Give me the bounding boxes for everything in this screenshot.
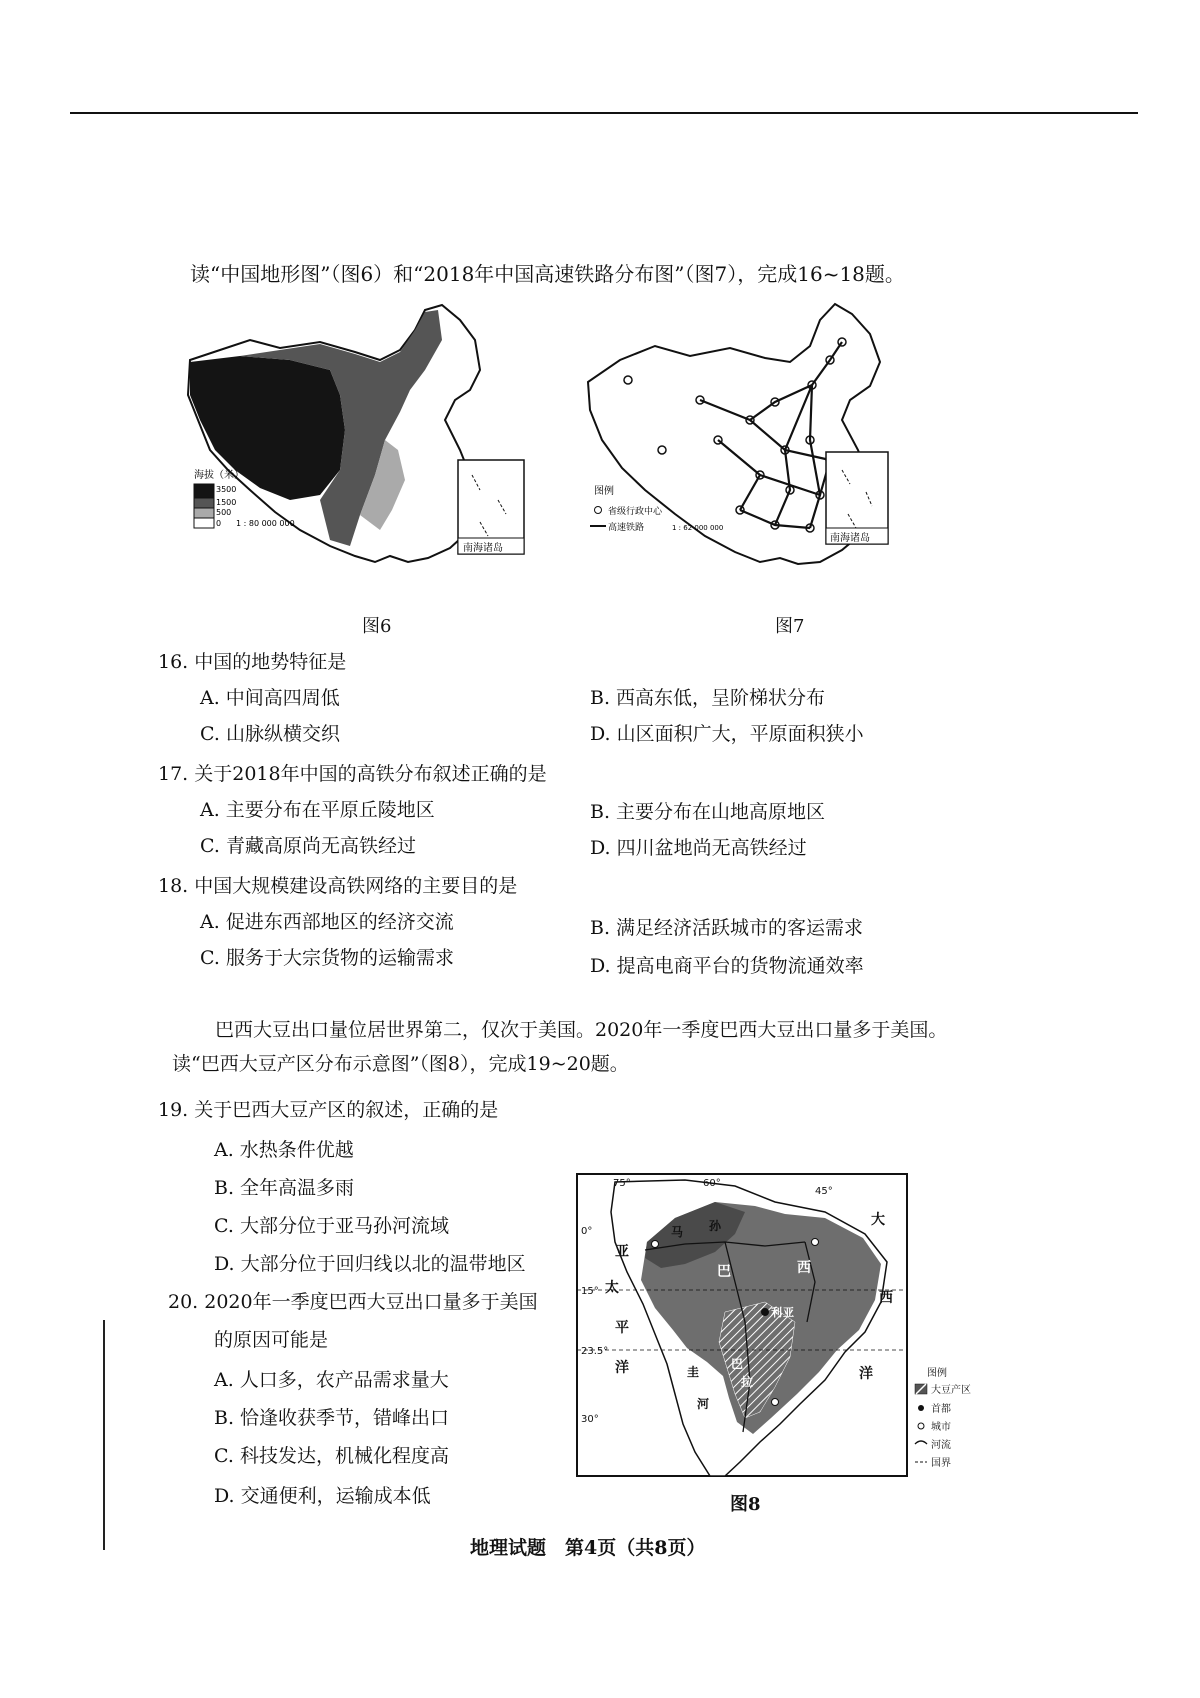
- lat-label-0: 0°: [581, 1226, 593, 1237]
- map-label: 拉: [741, 1375, 754, 1389]
- map-label: 马: [671, 1225, 684, 1239]
- question-18-stem: 18. 中国大规模建设高铁网络的主要目的是: [158, 875, 518, 897]
- figure-7-rail-map: [580, 300, 980, 600]
- top-rule: [70, 112, 1138, 114]
- map-label: 巴: [731, 1357, 744, 1371]
- q17-option-d: D. 四川盆地尚无高铁经过: [590, 837, 807, 859]
- q19-option-c: C. 大部分位于亚马孙河流域: [214, 1215, 449, 1237]
- lat-label-30: 30°: [581, 1414, 599, 1425]
- figure-8-svg: [575, 1172, 995, 1482]
- city-marker: [772, 1399, 779, 1406]
- q19-option-b: B. 全年高温多雨: [214, 1177, 355, 1199]
- map-label: 亚: [783, 1306, 794, 1319]
- q19-option-d: D. 大部分位于回归线以北的温带地区: [214, 1253, 526, 1275]
- map-label: 利: [771, 1306, 782, 1319]
- city-marker: [652, 1241, 659, 1248]
- figure-6-topographic-map: [180, 300, 580, 600]
- q16-option-a: A. 中间高四周低: [200, 687, 340, 709]
- figure-6-caption: 图6: [362, 616, 392, 637]
- figure-7-caption: 图7: [775, 616, 805, 637]
- map-label: 河: [697, 1397, 710, 1411]
- map-label: 大: [871, 1212, 885, 1228]
- map-label: 平: [615, 1320, 629, 1336]
- q18-option-b: B. 满足经济活跃城市的客运需求: [590, 917, 864, 939]
- figure-6-legend-title: 海拔（米）: [194, 470, 244, 481]
- figure-7-inset-label: 南海诸岛: [830, 533, 870, 544]
- lon-label-75: 75°: [613, 1178, 631, 1189]
- lon-label-60: 60°: [703, 1178, 721, 1189]
- q16-option-c: C. 山脉纵横交织: [200, 723, 340, 745]
- map-label: 西: [879, 1290, 893, 1306]
- question-20-stem-line-2: 的原因可能是: [214, 1329, 329, 1351]
- figure-6-svg: [180, 300, 580, 600]
- figure-6-inset-label: 南海诸岛: [463, 543, 503, 554]
- capital-marker: [761, 1308, 769, 1316]
- legend-item-capital: 首都: [931, 1404, 951, 1415]
- q18-option-a: A. 促进东西部地区的经济交流: [200, 911, 454, 933]
- question-16-stem: 16. 中国的地势特征是: [158, 651, 347, 673]
- q20-option-a: A. 人口多，农产品需求量大: [214, 1369, 449, 1391]
- question-20-stem-line-1: 20. 2020年一季度巴西大豆出口量多于美国: [168, 1291, 538, 1313]
- q20-option-d: D. 交通便利，运输成本低: [214, 1485, 431, 1507]
- figure-8-caption: 图8: [730, 1494, 761, 1515]
- question-19-stem: 19. 关于巴西大豆产区的叙述，正确的是: [158, 1099, 499, 1121]
- question-17-stem: 17. 关于2018年中国的高铁分布叙述正确的是: [158, 763, 547, 785]
- map-label: 洋: [859, 1366, 873, 1382]
- map-label: 圭: [687, 1365, 700, 1379]
- city-marker: [812, 1239, 819, 1246]
- q17-option-a: A. 主要分布在平原丘陵地区: [200, 799, 435, 821]
- legend-value-500: 500: [216, 508, 232, 517]
- q16-option-b: B. 西高东低，呈阶梯状分布: [590, 687, 826, 709]
- intro-paragraph-2-line-1: 巴西大豆出口量位居世界第二，仅次于美国。2020年一季度巴西大豆出口量多于美国。: [215, 1019, 948, 1041]
- figure-8-brazil-soybean-map: [575, 1172, 995, 1482]
- legend-value-1500: 1500: [216, 498, 237, 507]
- map-label: 洋: [615, 1360, 629, 1376]
- q17-option-b: B. 主要分布在山地高原地区: [590, 801, 826, 823]
- legend-value-3500: 3500: [216, 485, 237, 494]
- legend-item-river: 河流: [931, 1440, 951, 1451]
- legend-item-soybean: 大豆产区: [931, 1385, 971, 1396]
- q16-option-d: D. 山区面积广大，平原面积狭小: [590, 723, 864, 745]
- scan-edge-left: [103, 1320, 105, 1550]
- map-label: 太: [605, 1280, 619, 1296]
- figure-8-legend-title: 图例: [927, 1368, 947, 1379]
- intro-paragraph-2-line-2: 读“巴西大豆产区分布示意图”（图8），完成19~20题。: [172, 1053, 629, 1075]
- map-label: 亚: [615, 1244, 629, 1260]
- intro-paragraph-1: 读“中国地形图”（图6）和“2018年中国高速铁路分布图”（图7），完成16~18题。: [190, 262, 905, 286]
- lat-label-15: 15°: [581, 1286, 599, 1297]
- map-label: 孙: [709, 1219, 722, 1233]
- legend-item-rail: 高速铁路: [608, 523, 645, 533]
- figure-7-svg: [580, 300, 980, 600]
- figure-6-scale: 1 : 80 000 000: [236, 519, 295, 528]
- q18-option-c: C. 服务于大宗货物的运输需求: [200, 947, 454, 969]
- legend-value-0: 0: [216, 519, 222, 528]
- figure-7-legend-title: 图例: [594, 486, 614, 497]
- map-label: 巴: [717, 1264, 731, 1280]
- lon-label-45: 45°: [815, 1186, 833, 1197]
- legend-item-border: 国界: [931, 1458, 951, 1469]
- q20-option-c: C. 科技发达，机械化程度高: [214, 1445, 449, 1467]
- q18-option-d: D. 提高电商平台的货物流通效率: [590, 955, 864, 977]
- q20-option-b: B. 恰逢收获季节，错峰出口: [214, 1407, 450, 1429]
- page-footer: 地理试题 第4页（共8页）: [470, 1537, 706, 1559]
- legend-item-city: 城市: [931, 1422, 951, 1433]
- legend-item-capital: 省级行政中心: [608, 507, 663, 517]
- figure-7-scale: 1 : 62 000 000: [672, 524, 724, 532]
- q17-option-c: C. 青藏高原尚无高铁经过: [200, 835, 416, 857]
- lat-label-23-5: 23.5°: [581, 1346, 609, 1357]
- q19-option-a: A. 水热条件优越: [214, 1139, 354, 1161]
- map-label: 西: [797, 1260, 811, 1276]
